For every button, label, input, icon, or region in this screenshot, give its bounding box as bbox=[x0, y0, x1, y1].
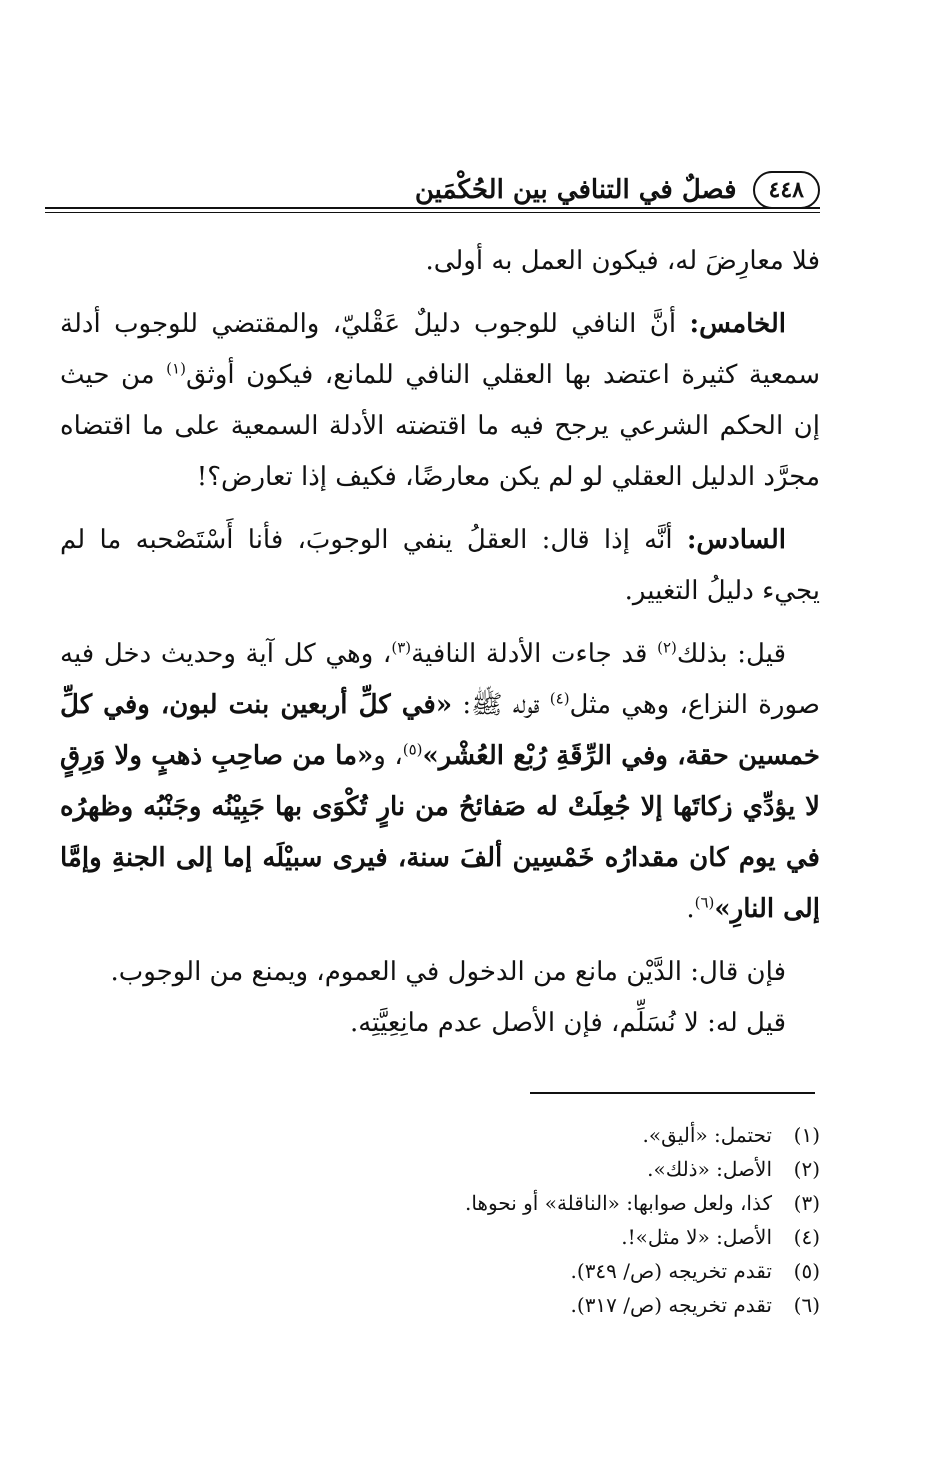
footnote-number: (٣) bbox=[793, 1191, 820, 1215]
footnote-ref-5: (٥) bbox=[402, 740, 423, 759]
footnote-item bbox=[200, 1288, 820, 1322]
footnote-separator bbox=[530, 1092, 815, 1094]
paragraph-4-text-d: قوله ﷺ: bbox=[452, 690, 550, 720]
running-title: فصلٌ في التنافي بين الحُكْمَين bbox=[414, 175, 737, 205]
paragraph-4-text-b: قد جاءت الأدلة النافية bbox=[411, 639, 658, 669]
footnote-ref-3: (٣) bbox=[391, 638, 412, 657]
header-rule bbox=[45, 207, 820, 209]
paragraph-3-text: أنَّه إذا قال: العقلُ ينفي الوجوبَ، فأنا أَسْتَصْحبه ما لم يجيء دليلُ التغيير. bbox=[60, 525, 820, 606]
footnote-ref-4: (٤) bbox=[549, 689, 570, 708]
paragraph-2 bbox=[60, 299, 820, 503]
footnotes bbox=[200, 1118, 820, 1322]
paragraph-3 bbox=[60, 515, 820, 617]
paragraph-4-text-e: ، و bbox=[373, 741, 403, 771]
paragraph-4 bbox=[60, 629, 820, 935]
point-5-lead: الخامس: bbox=[689, 309, 786, 339]
footnote-item bbox=[200, 1254, 820, 1288]
page-number: ٤٤٨ bbox=[753, 171, 820, 209]
main-text bbox=[60, 236, 820, 1061]
paragraph-4-text-f: . bbox=[686, 894, 695, 924]
page-header bbox=[40, 168, 820, 212]
footnote-number: (١) bbox=[793, 1123, 820, 1147]
footnote-text: تقدم تخريجه (ص/ ٣٤٩). bbox=[570, 1259, 772, 1283]
paragraph-2-text-b: من حيث إن الحكم الشرعي يرجح فيه ما اقتضته الأدلة السمعية على ما اقتضاه مجرَّد الدليل العقلي لو لم يكن معارضًا، فكيف إذا تعارض؟! bbox=[60, 360, 820, 492]
footnote-text: تحتمل: «أليق». bbox=[642, 1123, 772, 1147]
footnote-item bbox=[200, 1118, 820, 1152]
hadith-quote-1: «في كلِّ أربعين بنت لبون، وفي كلِّ خمسين حقة، وفي الرِّقَةِ رُبْع العُشْر» bbox=[60, 690, 820, 771]
footnote-item bbox=[200, 1220, 820, 1254]
footnote-number: (٥) bbox=[793, 1259, 820, 1283]
header-rule-thin bbox=[45, 212, 820, 213]
footnote-number: (٤) bbox=[793, 1225, 820, 1249]
paragraph-6: قيل له: لا نُسَلِّم، فإن الأصل عدم مانِعِيَّتِه. bbox=[349, 1008, 786, 1038]
footnote-ref-2: (٢) bbox=[657, 638, 677, 657]
footnote-text: تقدم تخريجه (ص/ ٣١٧). bbox=[570, 1293, 772, 1317]
footnote-number: (٢) bbox=[793, 1157, 820, 1181]
footnote-text: الأصل: «لا مثل»!. bbox=[621, 1225, 772, 1249]
paragraph-5: فإن قال: الدَّيْن مانع من الدخول في العموم، ويمنع من الوجوب. bbox=[110, 957, 786, 987]
paragraph-2-text-a: أنَّ النافي للوجوب دليلٌ عَقْليّ، والمقتضي للوجوب أدلة سمعية كثيرة اعتضد بها العقلي النافي للمانع، فيكون أوثق bbox=[60, 309, 820, 390]
paragraph-4-text-c: ، وهي كل آية وحديث دخل فيه صورة النزاع، وهي مثل bbox=[60, 639, 820, 720]
paragraph-4-text-a: قيل: بذلك bbox=[676, 639, 787, 669]
footnote-text: الأصل: «ذلك». bbox=[647, 1157, 772, 1181]
paragraph-1: فلا معارِضَ له، فيكون العمل به أولى. bbox=[425, 246, 820, 276]
footnote-ref-1: (١) bbox=[166, 359, 186, 378]
footnote-item bbox=[200, 1186, 820, 1220]
footnote-number: (٦) bbox=[793, 1293, 820, 1317]
footnote-ref-6: (٦) bbox=[694, 893, 715, 912]
point-6-lead: السادس: bbox=[686, 525, 786, 555]
hadith-quote-2: «ما من صاحِبِ ذهبٍ ولا وَرِقٍ لا يؤدِّي زكاتَها إلا جُعِلَتْ له صَفائحُ من نارٍ تُكْوَى بها جَبِيْنُه وجَنْبُه وظهرُه في يوم كان مقدارُه خَمْسِين ألفَ سنة، فيرى سبيْلَه إما إلى الجنةِ وإمَّا إلى النارِ» bbox=[60, 741, 820, 924]
footnote-item bbox=[200, 1152, 820, 1186]
footnote-text: كذا، ولعل صوابها: «الناقلة» أو نحوها. bbox=[464, 1191, 772, 1215]
